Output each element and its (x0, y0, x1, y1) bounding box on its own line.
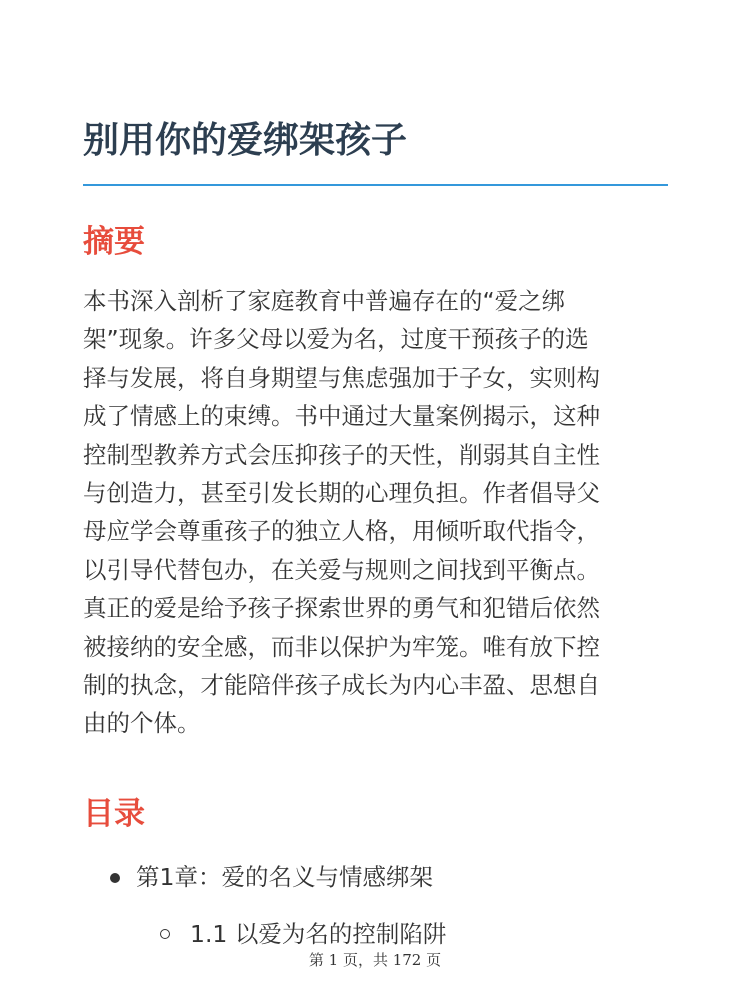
abstract-line: 控制型教养方式会压抑孩子的天性，削弱其自主性 (83, 440, 600, 469)
abstract-line: 由的个体。 (83, 709, 201, 738)
title-divider (83, 184, 668, 186)
abstract-line: 被接纳的安全感，而非以保护为牢笼。唯有放下控 (83, 632, 600, 661)
circle-bullet-icon (160, 929, 170, 939)
toc-chapter-item[interactable] (110, 858, 433, 896)
abstract-line: 制的执念，才能陪伴孩子成长为内心丰盈、思想自 (83, 671, 600, 700)
toc-section-item[interactable] (160, 915, 446, 953)
abstract-line: 与创造力，甚至引发长期的心理负担。作者倡导父 (83, 479, 600, 508)
document-title: 别用你的爱绑架孩子 (83, 120, 408, 161)
disc-bullet-icon (110, 873, 120, 883)
toc-heading: 目录 (83, 796, 145, 832)
abstract-line: 本书深入剖析了家庭教育中普遍存在的“爱之绑 (83, 287, 566, 315)
abstract-line: 真正的爱是给予孩子探索世界的勇气和犯错后依然 (83, 594, 600, 623)
abstract-line: 以引导代替包办，在关爱与规则之间找到平衡点。 (83, 555, 600, 584)
toc-chapter-label: 第1章：爱的名义与情感绑架 (136, 863, 433, 891)
abstract-line: 成了情感上的束缚。书中通过大量案例揭示，这种 (83, 402, 600, 431)
abstract-line: 架”现象。许多父母以爱为名，过度干预孩子的选 (83, 325, 589, 354)
toc-section-label: 1.1 以爱为名的控制陷阱 (190, 920, 447, 948)
abstract-line: 择与发展，将自身期望与焦虑强加于子女，实则构 (83, 363, 600, 392)
abstract-heading: 摘要 (83, 224, 145, 260)
abstract-paragraph (83, 282, 668, 743)
abstract-line: 母应学会尊重孩子的独立人格，用倾听取代指令， (83, 517, 600, 546)
page-footer: 第 1 页，共 172 页 (308, 951, 442, 969)
